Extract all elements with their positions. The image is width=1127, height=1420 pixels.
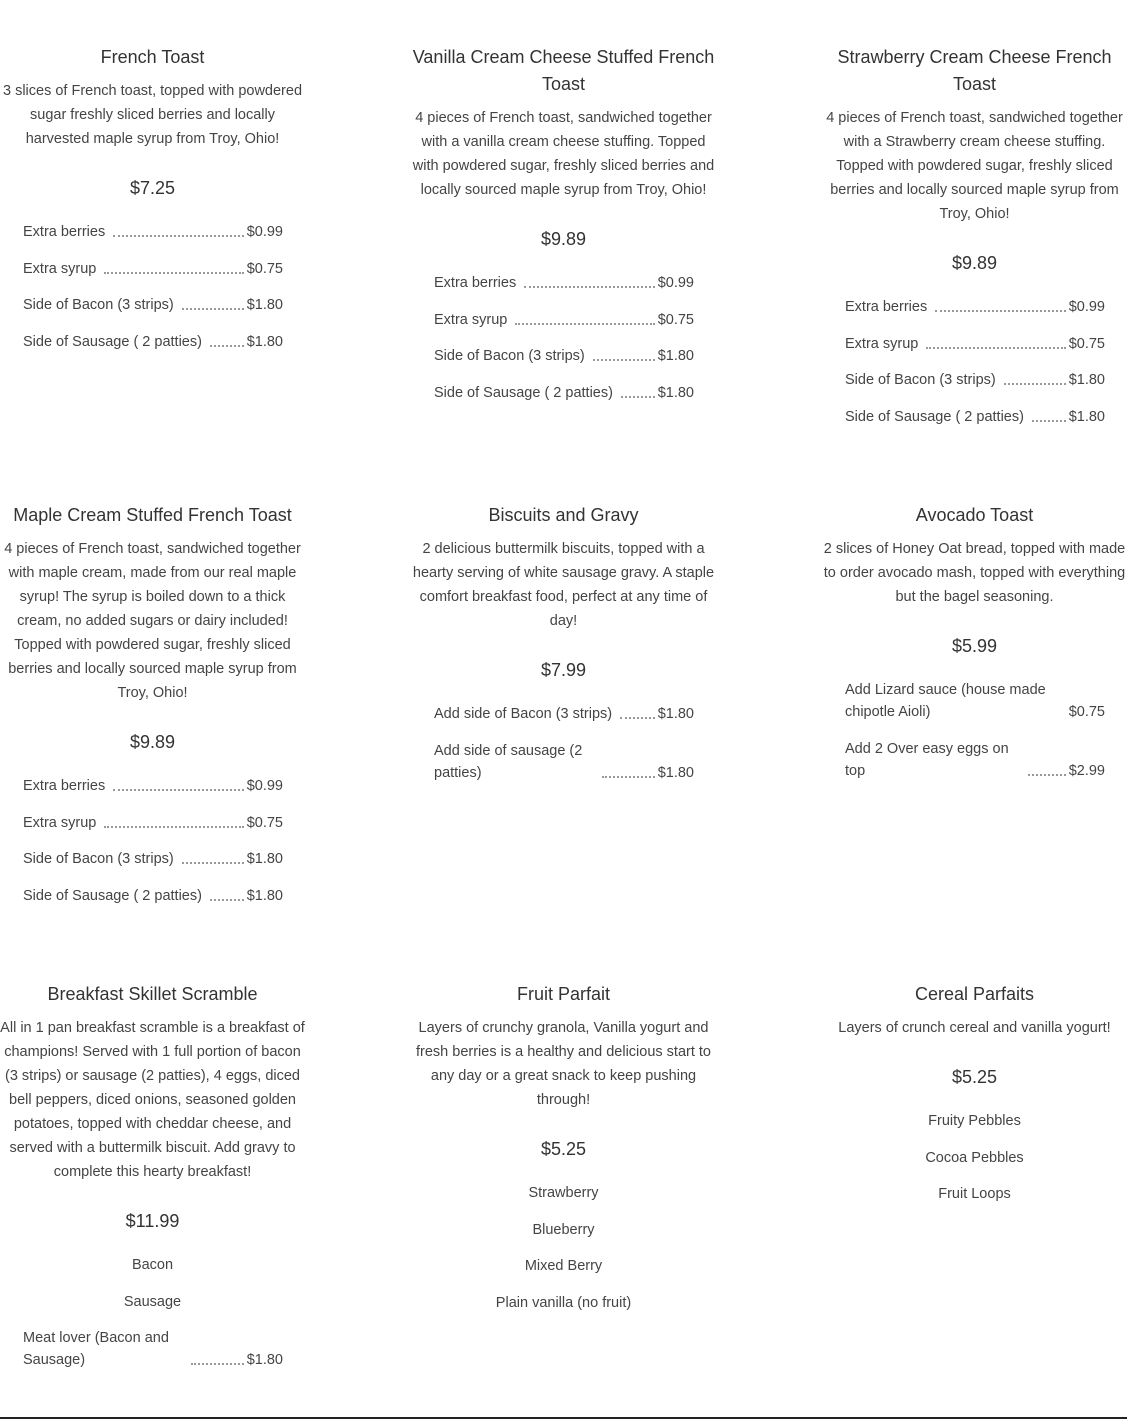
- addon-row: [845, 679, 1105, 723]
- dot-leader: [191, 1363, 244, 1365]
- addon-name: Extra syrup: [434, 311, 508, 328]
- option-item: Fruit Loops: [938, 1186, 1011, 1202]
- item-title: Avocado Toast: [915, 505, 1034, 525]
- addon-price: $1.80: [657, 764, 694, 781]
- addon-name: Extra syrup: [845, 335, 919, 352]
- item-title: Strawberry Cream Cheese French Toast: [837, 47, 1112, 94]
- item-title: Maple Cream Stuffed French Toast: [13, 505, 292, 525]
- dot-leader: [524, 286, 655, 288]
- addon-price: $0.75: [246, 814, 283, 831]
- dot-leader: [113, 789, 244, 791]
- item-title: French Toast: [100, 47, 205, 67]
- addon-row: [434, 382, 694, 404]
- addon-row: [434, 272, 694, 294]
- addon-name: Meat lover (Bacon and Sausage): [23, 1330, 169, 1368]
- addon-row: [845, 738, 1105, 782]
- menu-item-fruit-parfait: [411, 937, 716, 1417]
- dot-leader: [104, 272, 243, 274]
- addon-list: [0, 775, 283, 907]
- item-description: 4 pieces of French toast, sandwiched together with a Strawberry cream cheese stuffing. Topped with powdered sugar, freshly sliced berries and locally sourced maple syrup from Troy, Ohio!: [826, 110, 1123, 222]
- addon-row: [23, 331, 283, 353]
- addon-row: [845, 333, 1105, 355]
- addon-price: $1.80: [246, 851, 283, 867]
- item-price: $7.25: [129, 178, 176, 198]
- addon-name: Side of Sausage ( 2 patties): [845, 408, 1024, 425]
- addon-row: [434, 309, 694, 331]
- addon-price: $1.80: [1068, 408, 1105, 425]
- item-description: 2 delicious buttermilk biscuits, topped with a hearty serving of white sausage gravy. A staple comfort breakfast food, perfect at any time of day!: [412, 541, 715, 629]
- addon-name: Extra berries: [434, 275, 517, 291]
- addon-row: [23, 1327, 283, 1371]
- option-item: Bacon: [131, 1257, 174, 1273]
- addon-list: [411, 272, 694, 404]
- addon-row: [434, 740, 694, 784]
- addon-name: Extra berries: [23, 778, 106, 794]
- item-description: 3 slices of French toast, topped with powdered sugar freshly sliced berries and locally harvested maple syrup from Troy, Ohio!: [2, 83, 303, 147]
- addon-name: Extra syrup: [23, 260, 97, 277]
- addon-price: $1.80: [657, 348, 694, 364]
- addon-name: Extra berries: [23, 224, 106, 240]
- menu-item-vanilla-french-toast: [411, 0, 716, 458]
- addon-price: $0.75: [246, 260, 283, 277]
- addon-price: $1.80: [246, 333, 283, 350]
- addon-price: $0.99: [1068, 299, 1105, 315]
- dot-leader: [926, 347, 1065, 349]
- dot-leader: [113, 235, 244, 237]
- addon-name: Extra syrup: [23, 814, 97, 831]
- option-item: Blueberry: [532, 1221, 595, 1238]
- addon-name: Add Lizard sauce (house made chipotle Aioli): [845, 682, 1046, 720]
- menu-item-avocado-toast: [822, 458, 1127, 937]
- menu-item-cereal-parfaits: [822, 937, 1127, 1417]
- dot-leader: [1028, 774, 1066, 776]
- menu-row: [0, 937, 1127, 1417]
- item-description: Layers of crunchy granola, Vanilla yogurt and fresh berries is a healthy and delicious start to any day or a great snack to keep pushing through!: [416, 1020, 711, 1108]
- option-item: Fruity Pebbles: [928, 1113, 1021, 1129]
- item-title: Fruit Parfait: [516, 984, 611, 1004]
- addon-row: [434, 703, 694, 725]
- addon-row: [23, 221, 283, 243]
- item-price: $11.99: [125, 1211, 180, 1231]
- dot-leader: [104, 826, 243, 828]
- addon-list: [822, 296, 1105, 428]
- addon-row: [845, 296, 1105, 318]
- option-item: Sausage: [123, 1293, 182, 1310]
- item-price: $9.89: [951, 253, 998, 273]
- addon-name: Side of Bacon (3 strips): [23, 297, 174, 313]
- dot-leader: [210, 345, 244, 347]
- addon-name: Add 2 Over easy eggs on top: [845, 740, 1009, 779]
- dot-leader: [602, 776, 655, 778]
- item-description: 2 slices of Honey Oat bread, topped with made to order avocado mash, topped with everything but the bagel seasoning.: [823, 541, 1126, 605]
- dot-leader: [515, 323, 654, 325]
- option-item: Cocoa Pebbles: [925, 1149, 1024, 1166]
- addon-row: [23, 812, 283, 834]
- dot-leader: [935, 310, 1066, 312]
- addon-price: $0.99: [657, 275, 694, 291]
- addon-price: $0.75: [657, 311, 694, 328]
- addon-row: [845, 369, 1105, 391]
- addon-row: [23, 885, 283, 907]
- addon-price: $1.80: [657, 706, 694, 722]
- addon-price: $1.80: [657, 384, 694, 401]
- item-description: Layers of crunch cereal and vanilla yogurt!: [838, 1020, 1111, 1036]
- addon-name: Side of Bacon (3 strips): [845, 372, 996, 388]
- addon-list: [0, 221, 283, 353]
- item-title: Vanilla Cream Cheese Stuffed French Toast: [412, 47, 715, 94]
- menu-item-strawberry-french-toast: [822, 0, 1127, 458]
- dot-leader: [1032, 420, 1066, 422]
- addon-row: [23, 848, 283, 870]
- page-bottom-divider: [0, 1417, 1127, 1419]
- dot-leader: [210, 899, 244, 901]
- addon-price: $0.99: [246, 778, 283, 794]
- addon-name: Add side of Bacon (3 strips): [434, 706, 613, 722]
- option-item: Mixed Berry: [524, 1258, 603, 1274]
- option-item: Plain vanilla (no fruit): [495, 1294, 632, 1311]
- addon-price: $1.80: [246, 1352, 283, 1368]
- dot-leader: [620, 717, 655, 719]
- addon-name: Extra berries: [845, 299, 928, 315]
- dot-leader: [1004, 383, 1066, 385]
- addon-price: $0.75: [1068, 335, 1105, 352]
- menu-row: [0, 0, 1127, 458]
- item-price: $7.99: [540, 660, 587, 680]
- addon-name: Side of Sausage ( 2 patties): [434, 384, 613, 401]
- addon-row: [434, 345, 694, 367]
- dot-leader: [621, 396, 655, 398]
- addon-price: $1.80: [1068, 372, 1105, 388]
- addon-row: [23, 258, 283, 280]
- item-price: $5.99: [951, 636, 998, 656]
- addon-price: $0.75: [1068, 704, 1105, 720]
- dot-leader: [182, 862, 244, 864]
- item-price: $5.25: [540, 1139, 587, 1159]
- item-description: 4 pieces of French toast, sandwiched together with maple cream, made from our real maple syrup! The syrup is boiled down to a thick cream, no added sugars or dairy included! Topped with powdered sugar, freshly sliced berries and locally sourced maple syrup from Troy, Ohio!: [4, 541, 301, 701]
- menu-item-skillet-scramble: [0, 937, 305, 1417]
- addon-price: $2.99: [1068, 762, 1105, 779]
- addon-list: [0, 1327, 283, 1371]
- addon-row: [845, 406, 1105, 428]
- item-title: Breakfast Skillet Scramble: [47, 984, 258, 1004]
- item-title: Biscuits and Gravy: [488, 505, 639, 525]
- menu-row: [0, 458, 1127, 937]
- menu-item-biscuits-gravy: [411, 458, 716, 937]
- addon-name: Side of Bacon (3 strips): [23, 851, 174, 867]
- addon-name: Side of Sausage ( 2 patties): [23, 887, 202, 904]
- dot-leader: [593, 359, 655, 361]
- menu-item-maple-french-toast: [0, 458, 305, 937]
- addon-name: Side of Sausage ( 2 patties): [23, 333, 202, 350]
- addon-list: [822, 679, 1105, 782]
- item-price: $9.89: [129, 732, 176, 752]
- addon-name: Side of Bacon (3 strips): [434, 348, 585, 364]
- item-price: $5.25: [951, 1067, 998, 1087]
- addon-row: [23, 294, 283, 316]
- addon-row: [23, 775, 283, 797]
- addon-price: $1.80: [246, 887, 283, 904]
- addon-name: Add side of sausage (2 patties): [434, 742, 583, 781]
- addon-list: [411, 703, 694, 784]
- item-price: $9.89: [540, 229, 587, 249]
- item-description: All in 1 pan breakfast scramble is a breakfast of champions! Served with 1 full portion of bacon (3 strips) or sausage (2 patties), 4 eggs, diced bell peppers, diced onions, seasoned golden potatoes, topped with cheddar cheese, and served with a buttermilk biscuit. Add gravy to complete this hearty breakfast!: [0, 1020, 305, 1180]
- item-title: Cereal Parfaits: [914, 984, 1035, 1004]
- menu-item-french-toast: [0, 0, 305, 458]
- addon-price: $0.99: [246, 224, 283, 240]
- addon-price: $1.80: [246, 297, 283, 313]
- option-item: Strawberry: [528, 1185, 599, 1201]
- dot-leader: [182, 308, 244, 310]
- item-description: 4 pieces of French toast, sandwiched together with a vanilla cream cheese stuffing. Topped with powdered sugar, freshly sliced berries and locally sourced maple syrup from Troy, Ohio!: [412, 110, 715, 198]
